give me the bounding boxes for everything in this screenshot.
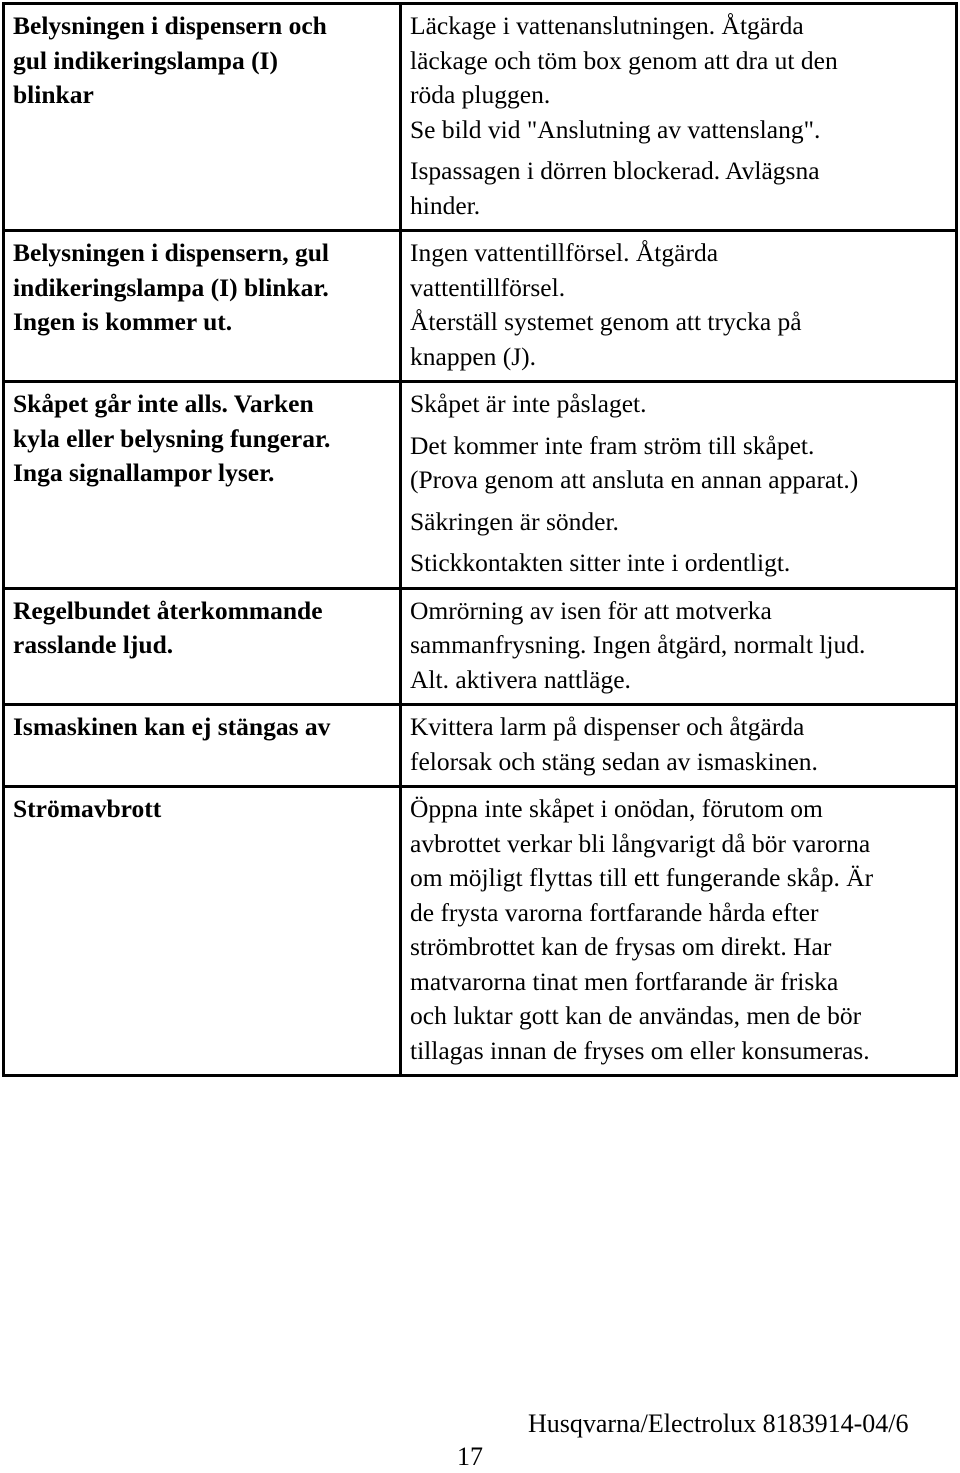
remedy-line: om möjligt flyttas till ett fungerande skåp. Är [410, 863, 874, 892]
remedy-line: röda pluggen. [410, 80, 551, 109]
symptom-cell [4, 4, 401, 231]
cause-item [410, 236, 947, 374]
remedy-cell [401, 787, 957, 1076]
symptom-cell [4, 787, 401, 1076]
remedy-line: vattentillförsel. [410, 272, 566, 302]
table-row [4, 231, 957, 382]
remedy-cell [401, 705, 957, 787]
page-number: 17 [457, 1442, 483, 1471]
remedy-line: Återställ systemet genom att trycka på [410, 307, 802, 336]
remedy-line: Alt. aktivera nattläge. [410, 664, 631, 694]
remedy-line: Ispassagen i dörren blockerad. Avlägsna [410, 156, 820, 185]
cause-item [410, 710, 947, 779]
symptom-cell [4, 382, 401, 589]
symptom-line: Belysningen i dispensern, gul [13, 238, 329, 267]
remedy-line: (Prova genom att ansluta en annan apparat.) [410, 465, 859, 494]
cause-item [410, 505, 947, 540]
remedy-line: Skåpet är inte påslaget. [410, 389, 647, 418]
symptom-line: Strömavbrott [13, 794, 162, 823]
remedy-line: Kvittera larm på dispenser och åtgärda [410, 712, 805, 741]
remedy-line: matvarorna tinat men fortfarande är friska [410, 966, 839, 996]
remedy-line: hinder. [410, 190, 481, 220]
symptom-line: Belysningen i dispensern och [13, 11, 327, 40]
remedy-line: Se bild vid "Anslutning av vattenslang". [410, 114, 821, 144]
remedy-line: felorsak och stäng sedan av ismaskinen. [410, 746, 818, 776]
cause-item [410, 546, 947, 581]
symptom-line: Ingen is kommer ut. [13, 307, 233, 336]
symptom-line: gul indikeringslampa (I) [13, 45, 278, 75]
symptom-line: indikeringslampa (I) blinkar. [13, 272, 329, 302]
remedy-line: Ingen vattentillförsel. Åtgärda [410, 238, 719, 267]
table-row [4, 382, 957, 589]
remedy-line: Omrörning av isen för att motverka [410, 595, 772, 625]
symptom-line: Regelbundet återkommande [13, 595, 323, 625]
remedy-cell [401, 382, 957, 589]
remedy-line: Läckage i vattenanslutningen. Åtgärda [410, 11, 804, 40]
remedy-line: Säkringen är sönder. [410, 506, 619, 536]
cause-item [410, 387, 947, 422]
symptom-line: Skåpet går inte alls. Varken [13, 389, 314, 418]
table-row [4, 787, 957, 1076]
cause-item [410, 429, 947, 498]
remedy-line: de frysta varorna fortfarande hårda efter [410, 897, 819, 927]
symptom-line: Inga signallampor lyser. [13, 458, 275, 487]
cause-item [410, 154, 947, 223]
remedy-line: läckage och töm box genom att dra ut den [410, 45, 838, 75]
symptom-line: rasslande ljud. [13, 630, 174, 659]
cause-item [410, 594, 947, 698]
document-id: Husqvarna/Electrolux 8183914-04/6 [528, 1409, 909, 1438]
remedy-line: knappen (J). [410, 341, 537, 371]
remedy-line: strömbrottet kan de frysas om direkt. Har [410, 932, 832, 961]
remedy-line: sammanfrysning. Ingen åtgärd, normalt ljud. [410, 630, 866, 659]
symptom-line: kyla eller belysning fungerar. [13, 423, 331, 453]
cause-item [410, 792, 947, 1068]
remedy-line: och luktar gott kan de användas, men de bör [410, 1001, 862, 1030]
remedy-cell [401, 4, 957, 231]
remedy-line: Det kommer inte fram ström till skåpet. [410, 430, 815, 460]
troubleshooting-table [2, 2, 958, 1077]
remedy-line: avbrottet verkar bli långvarigt då bör varorna [410, 828, 871, 858]
remedy-cell [401, 588, 957, 705]
table-row [4, 705, 957, 787]
remedy-line: Stickkontakten sitter inte i ordentligt. [410, 548, 791, 577]
cause-item [410, 9, 947, 147]
remedy-cell [401, 231, 957, 382]
table-row [4, 588, 957, 705]
table-row [4, 4, 957, 231]
symptom-line: Ismaskinen kan ej stängas av [13, 712, 331, 741]
remedy-line: tillagas innan de fryses om eller konsumeras. [410, 1035, 870, 1065]
symptom-line: blinkar [13, 80, 94, 109]
symptom-cell [4, 588, 401, 705]
symptom-cell [4, 231, 401, 382]
symptom-cell [4, 705, 401, 787]
remedy-line: Öppna inte skåpet i onödan, förutom om [410, 794, 823, 823]
